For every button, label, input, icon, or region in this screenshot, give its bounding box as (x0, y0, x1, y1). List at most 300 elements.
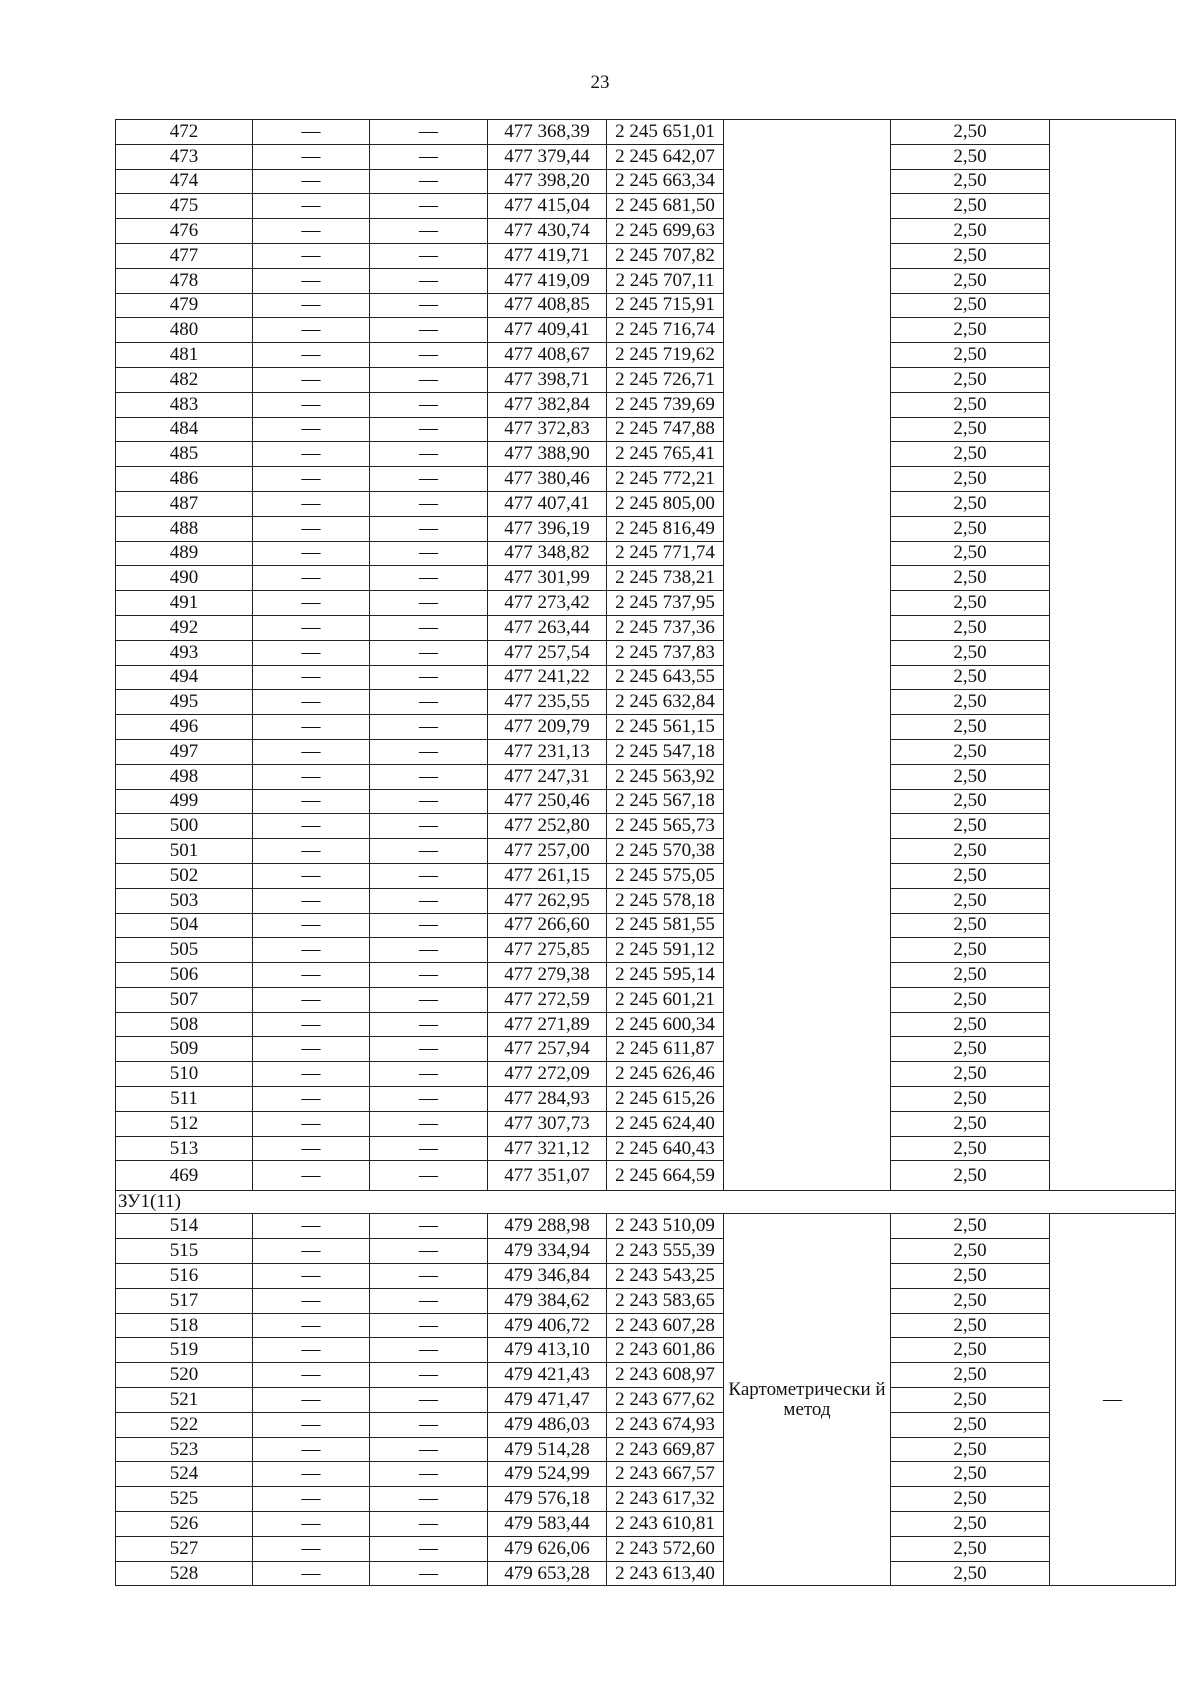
table-row (116, 1111, 1176, 1136)
accuracy-cell: 2,50 (891, 715, 1050, 740)
empty-value-cell: — (370, 1536, 488, 1561)
accuracy-cell: 2,50 (891, 243, 1050, 268)
table-row (116, 1288, 1176, 1313)
x-coordinate-cell: 477 388,90 (488, 442, 607, 467)
y-coordinate-cell: 2 245 719,62 (607, 343, 724, 368)
x-coordinate-cell: 479 626,06 (488, 1536, 607, 1561)
empty-value-cell: — (253, 1487, 370, 1512)
empty-value-cell: — (253, 789, 370, 814)
accuracy-cell: 2,50 (891, 442, 1050, 467)
accuracy-cell: 2,50 (891, 591, 1050, 616)
empty-value-cell: — (253, 491, 370, 516)
empty-value-cell: — (370, 293, 488, 318)
x-coordinate-cell: 477 263,44 (488, 615, 607, 640)
empty-value-cell: — (253, 1412, 370, 1437)
table-row (116, 1062, 1176, 1087)
point-number-cell: 525 (116, 1487, 253, 1512)
empty-value-cell: — (370, 144, 488, 169)
empty-value-cell: — (253, 913, 370, 938)
x-coordinate-cell: 477 252,80 (488, 814, 607, 839)
y-coordinate-cell: 2 245 601,21 (607, 987, 724, 1012)
empty-value-cell: — (253, 541, 370, 566)
table-row (116, 1363, 1176, 1388)
point-number-cell: 523 (116, 1437, 253, 1462)
table-row (116, 1012, 1176, 1037)
empty-value-cell: — (370, 367, 488, 392)
point-number-cell: 526 (116, 1512, 253, 1537)
x-coordinate-cell: 479 583,44 (488, 1512, 607, 1537)
y-coordinate-cell: 2 243 669,87 (607, 1437, 724, 1462)
x-coordinate-cell: 477 396,19 (488, 516, 607, 541)
table-row (116, 938, 1176, 963)
point-number-cell: 481 (116, 343, 253, 368)
x-coordinate-cell: 477 261,15 (488, 863, 607, 888)
table-row (116, 715, 1176, 740)
accuracy-cell: 2,50 (891, 1462, 1050, 1487)
x-coordinate-cell: 479 421,43 (488, 1363, 607, 1388)
x-coordinate-cell: 477 271,89 (488, 1012, 607, 1037)
y-coordinate-cell: 2 245 547,18 (607, 739, 724, 764)
accuracy-cell: 2,50 (891, 467, 1050, 492)
point-number-cell: 510 (116, 1062, 253, 1087)
accuracy-cell: 2,50 (891, 1512, 1050, 1537)
point-number-cell: 516 (116, 1264, 253, 1289)
y-coordinate-cell: 2 245 640,43 (607, 1136, 724, 1161)
accuracy-cell: 2,50 (891, 1087, 1050, 1112)
x-coordinate-cell: 477 348,82 (488, 541, 607, 566)
table-row (116, 1536, 1176, 1561)
y-coordinate-cell: 2 245 643,55 (607, 665, 724, 690)
accuracy-cell: 2,50 (891, 913, 1050, 938)
empty-value-cell: — (253, 392, 370, 417)
table-row (116, 367, 1176, 392)
x-coordinate-cell: 477 257,94 (488, 1037, 607, 1062)
table-row (116, 1037, 1176, 1062)
point-number-cell: 528 (116, 1561, 253, 1586)
accuracy-cell: 2,50 (891, 615, 1050, 640)
coordinates-table-body (116, 120, 1176, 1586)
table-row (116, 1239, 1176, 1264)
y-coordinate-cell: 2 245 626,46 (607, 1062, 724, 1087)
x-coordinate-cell: 479 413,10 (488, 1338, 607, 1363)
empty-value-cell: — (253, 318, 370, 343)
y-coordinate-cell: 2 245 737,36 (607, 615, 724, 640)
table-row (116, 690, 1176, 715)
note-cell: — (1050, 1214, 1176, 1586)
table-row (116, 318, 1176, 343)
coordinates-table (115, 119, 1176, 1586)
x-coordinate-cell: 479 524,99 (488, 1462, 607, 1487)
empty-value-cell: — (253, 591, 370, 616)
point-number-cell: 527 (116, 1536, 253, 1561)
empty-value-cell: — (253, 1363, 370, 1388)
accuracy-cell: 2,50 (891, 1037, 1050, 1062)
table-row (116, 243, 1176, 268)
page-number: 23 (590, 72, 610, 93)
empty-value-cell: — (253, 343, 370, 368)
accuracy-cell: 2,50 (891, 219, 1050, 244)
accuracy-cell: 2,50 (891, 491, 1050, 516)
y-coordinate-cell: 2 245 567,18 (607, 789, 724, 814)
empty-value-cell: — (253, 1214, 370, 1239)
empty-value-cell: — (370, 814, 488, 839)
empty-value-cell: — (253, 1388, 370, 1413)
table-row (116, 343, 1176, 368)
y-coordinate-cell: 2 243 613,40 (607, 1561, 724, 1586)
x-coordinate-cell: 477 307,73 (488, 1111, 607, 1136)
y-coordinate-cell: 2 245 726,71 (607, 367, 724, 392)
accuracy-cell: 2,50 (891, 343, 1050, 368)
y-coordinate-cell: 2 245 663,34 (607, 169, 724, 194)
x-coordinate-cell: 477 419,09 (488, 268, 607, 293)
table-row (116, 1388, 1176, 1413)
y-coordinate-cell: 2 245 715,91 (607, 293, 724, 318)
x-coordinate-cell: 477 408,85 (488, 293, 607, 318)
y-coordinate-cell: 2 245 716,74 (607, 318, 724, 343)
x-coordinate-cell: 477 407,41 (488, 491, 607, 516)
empty-value-cell: — (370, 963, 488, 988)
empty-value-cell: — (370, 1288, 488, 1313)
x-coordinate-cell: 477 379,44 (488, 144, 607, 169)
y-coordinate-cell: 2 245 561,15 (607, 715, 724, 740)
point-number-cell: 490 (116, 566, 253, 591)
method-cell (724, 120, 891, 1191)
y-coordinate-cell: 2 245 771,74 (607, 541, 724, 566)
x-coordinate-cell: 477 351,07 (488, 1161, 607, 1191)
accuracy-cell: 2,50 (891, 963, 1050, 988)
empty-value-cell: — (370, 1363, 488, 1388)
y-coordinate-cell: 2 245 651,01 (607, 120, 724, 145)
table-row (116, 491, 1176, 516)
table-row (116, 219, 1176, 244)
accuracy-cell: 2,50 (891, 417, 1050, 442)
x-coordinate-cell: 477 279,38 (488, 963, 607, 988)
empty-value-cell: — (253, 1087, 370, 1112)
empty-value-cell: — (253, 367, 370, 392)
table-row (116, 268, 1176, 293)
empty-value-cell: — (370, 516, 488, 541)
accuracy-cell: 2,50 (891, 1012, 1050, 1037)
empty-value-cell: — (370, 938, 488, 963)
x-coordinate-cell: 477 272,09 (488, 1062, 607, 1087)
empty-value-cell: — (253, 1012, 370, 1037)
table-row (116, 1512, 1176, 1537)
x-coordinate-cell: 479 653,28 (488, 1561, 607, 1586)
y-coordinate-cell: 2 245 765,41 (607, 442, 724, 467)
empty-value-cell: — (370, 194, 488, 219)
y-coordinate-cell: 2 243 555,39 (607, 1239, 724, 1264)
y-coordinate-cell: 2 243 583,65 (607, 1288, 724, 1313)
empty-value-cell: — (253, 293, 370, 318)
table-row (116, 1437, 1176, 1462)
empty-value-cell: — (370, 1412, 488, 1437)
y-coordinate-cell: 2 245 737,95 (607, 591, 724, 616)
empty-value-cell: — (253, 1437, 370, 1462)
accuracy-cell: 2,50 (891, 1536, 1050, 1561)
table-row (116, 888, 1176, 913)
empty-value-cell: — (370, 987, 488, 1012)
empty-value-cell: — (370, 690, 488, 715)
empty-value-cell: — (253, 987, 370, 1012)
table-row (116, 591, 1176, 616)
point-number-cell: 476 (116, 219, 253, 244)
section-row (116, 1191, 1176, 1214)
y-coordinate-cell: 2 243 667,57 (607, 1462, 724, 1487)
accuracy-cell: 2,50 (891, 1288, 1050, 1313)
table-row (116, 541, 1176, 566)
point-number-cell: 497 (116, 739, 253, 764)
table-row (116, 194, 1176, 219)
accuracy-cell: 2,50 (891, 541, 1050, 566)
table-row (116, 1264, 1176, 1289)
empty-value-cell: — (370, 219, 488, 244)
x-coordinate-cell: 477 257,54 (488, 640, 607, 665)
point-number-cell: 503 (116, 888, 253, 913)
accuracy-cell: 2,50 (891, 318, 1050, 343)
empty-value-cell: — (370, 318, 488, 343)
point-number-cell: 491 (116, 591, 253, 616)
empty-value-cell: — (370, 1437, 488, 1462)
accuracy-cell: 2,50 (891, 1239, 1050, 1264)
empty-value-cell: — (253, 764, 370, 789)
point-number-cell: 488 (116, 516, 253, 541)
empty-value-cell: — (253, 1288, 370, 1313)
y-coordinate-cell: 2 245 600,34 (607, 1012, 724, 1037)
empty-value-cell: — (370, 120, 488, 145)
x-coordinate-cell: 477 368,39 (488, 120, 607, 145)
accuracy-cell: 2,50 (891, 1561, 1050, 1586)
x-coordinate-cell: 479 514,28 (488, 1437, 607, 1462)
accuracy-cell: 2,50 (891, 268, 1050, 293)
empty-value-cell: — (253, 1561, 370, 1586)
empty-value-cell: — (253, 888, 370, 913)
table-row (116, 144, 1176, 169)
point-number-cell: 502 (116, 863, 253, 888)
empty-value-cell: — (370, 1462, 488, 1487)
empty-value-cell: — (370, 839, 488, 864)
y-coordinate-cell: 2 243 677,62 (607, 1388, 724, 1413)
empty-value-cell: — (370, 169, 488, 194)
empty-value-cell: — (253, 715, 370, 740)
x-coordinate-cell: 479 406,72 (488, 1313, 607, 1338)
x-coordinate-cell: 479 288,98 (488, 1214, 607, 1239)
table-row (116, 1561, 1176, 1586)
table-row (116, 963, 1176, 988)
point-number-cell: 480 (116, 318, 253, 343)
empty-value-cell: — (253, 1313, 370, 1338)
x-coordinate-cell: 479 486,03 (488, 1412, 607, 1437)
y-coordinate-cell: 2 245 805,00 (607, 491, 724, 516)
accuracy-cell: 2,50 (891, 169, 1050, 194)
empty-value-cell: — (253, 665, 370, 690)
y-coordinate-cell: 2 245 747,88 (607, 417, 724, 442)
point-number-cell: 512 (116, 1111, 253, 1136)
empty-value-cell: — (253, 1239, 370, 1264)
x-coordinate-cell: 477 398,20 (488, 169, 607, 194)
empty-value-cell: — (370, 1487, 488, 1512)
table-row (116, 764, 1176, 789)
x-coordinate-cell: 477 266,60 (488, 913, 607, 938)
empty-value-cell: — (253, 566, 370, 591)
point-number-cell: 511 (116, 1087, 253, 1112)
point-number-cell: 501 (116, 839, 253, 864)
accuracy-cell: 2,50 (891, 392, 1050, 417)
point-number-cell: 473 (116, 144, 253, 169)
empty-value-cell: — (370, 243, 488, 268)
empty-value-cell: — (370, 615, 488, 640)
x-coordinate-cell: 477 398,71 (488, 367, 607, 392)
table-row (116, 467, 1176, 492)
y-coordinate-cell: 2 245 570,38 (607, 839, 724, 864)
empty-value-cell: — (370, 268, 488, 293)
x-coordinate-cell: 479 576,18 (488, 1487, 607, 1512)
table-row (116, 1087, 1176, 1112)
y-coordinate-cell: 2 245 737,83 (607, 640, 724, 665)
x-coordinate-cell: 477 380,46 (488, 467, 607, 492)
y-coordinate-cell: 2 245 699,63 (607, 219, 724, 244)
accuracy-cell: 2,50 (891, 1111, 1050, 1136)
empty-value-cell: — (253, 268, 370, 293)
point-number-cell: 505 (116, 938, 253, 963)
empty-value-cell: — (253, 516, 370, 541)
y-coordinate-cell: 2 245 578,18 (607, 888, 724, 913)
y-coordinate-cell: 2 245 707,82 (607, 243, 724, 268)
empty-value-cell: — (370, 1338, 488, 1363)
x-coordinate-cell: 477 415,04 (488, 194, 607, 219)
point-number-cell: 522 (116, 1412, 253, 1437)
y-coordinate-cell: 2 243 543,25 (607, 1264, 724, 1289)
point-number-cell: 483 (116, 392, 253, 417)
empty-value-cell: — (253, 1462, 370, 1487)
point-number-cell: 477 (116, 243, 253, 268)
point-number-cell: 482 (116, 367, 253, 392)
accuracy-cell: 2,50 (891, 739, 1050, 764)
point-number-cell: 485 (116, 442, 253, 467)
y-coordinate-cell: 2 245 624,40 (607, 1111, 724, 1136)
x-coordinate-cell: 477 419,71 (488, 243, 607, 268)
point-number-cell: 478 (116, 268, 253, 293)
table-row (116, 293, 1176, 318)
table-row (116, 739, 1176, 764)
y-coordinate-cell: 2 245 591,12 (607, 938, 724, 963)
point-number-cell: 475 (116, 194, 253, 219)
accuracy-cell: 2,50 (891, 144, 1050, 169)
empty-value-cell: — (370, 665, 488, 690)
table-row (116, 665, 1176, 690)
empty-value-cell: — (253, 442, 370, 467)
empty-value-cell: — (253, 814, 370, 839)
accuracy-cell: 2,50 (891, 888, 1050, 913)
empty-value-cell: — (370, 1111, 488, 1136)
empty-value-cell: — (370, 1313, 488, 1338)
x-coordinate-cell: 477 235,55 (488, 690, 607, 715)
empty-value-cell: — (370, 1512, 488, 1537)
accuracy-cell: 2,50 (891, 1487, 1050, 1512)
point-number-cell: 519 (116, 1338, 253, 1363)
accuracy-cell: 2,50 (891, 1437, 1050, 1462)
x-coordinate-cell: 477 301,99 (488, 566, 607, 591)
x-coordinate-cell: 477 257,00 (488, 839, 607, 864)
point-number-cell: 514 (116, 1214, 253, 1239)
empty-value-cell: — (370, 1264, 488, 1289)
empty-value-cell: — (370, 1037, 488, 1062)
empty-value-cell: — (253, 1037, 370, 1062)
x-coordinate-cell: 477 408,67 (488, 343, 607, 368)
accuracy-cell: 2,50 (891, 839, 1050, 864)
empty-value-cell: — (253, 963, 370, 988)
point-number-cell: 472 (116, 120, 253, 145)
accuracy-cell: 2,50 (891, 1313, 1050, 1338)
empty-value-cell: — (253, 1111, 370, 1136)
point-number-cell: 493 (116, 640, 253, 665)
y-coordinate-cell: 2 245 611,87 (607, 1037, 724, 1062)
y-coordinate-cell: 2 245 681,50 (607, 194, 724, 219)
accuracy-cell: 2,50 (891, 516, 1050, 541)
table-row (116, 1487, 1176, 1512)
y-coordinate-cell: 2 243 617,32 (607, 1487, 724, 1512)
x-coordinate-cell: 479 471,47 (488, 1388, 607, 1413)
empty-value-cell: — (370, 1012, 488, 1037)
point-number-cell: 486 (116, 467, 253, 492)
point-number-cell: 495 (116, 690, 253, 715)
table-row (116, 1313, 1176, 1338)
empty-value-cell: — (253, 243, 370, 268)
y-coordinate-cell: 2 245 563,92 (607, 764, 724, 789)
empty-value-cell: — (370, 442, 488, 467)
table-row (116, 392, 1176, 417)
empty-value-cell: — (370, 1161, 488, 1191)
empty-value-cell: — (370, 1388, 488, 1413)
point-number-cell: 513 (116, 1136, 253, 1161)
section-label: ЗУ1(11) (116, 1191, 1176, 1214)
y-coordinate-cell: 2 243 674,93 (607, 1412, 724, 1437)
x-coordinate-cell: 479 384,62 (488, 1288, 607, 1313)
empty-value-cell: — (253, 1512, 370, 1537)
y-coordinate-cell: 2 245 595,14 (607, 963, 724, 988)
empty-value-cell: — (370, 640, 488, 665)
point-number-cell: 492 (116, 615, 253, 640)
point-number-cell: 496 (116, 715, 253, 740)
empty-value-cell: — (370, 1561, 488, 1586)
y-coordinate-cell: 2 245 739,69 (607, 392, 724, 417)
empty-value-cell: — (253, 1161, 370, 1191)
y-coordinate-cell: 2 245 581,55 (607, 913, 724, 938)
accuracy-cell: 2,50 (891, 764, 1050, 789)
table-row (116, 566, 1176, 591)
y-coordinate-cell: 2 245 575,05 (607, 863, 724, 888)
point-number-cell: 515 (116, 1239, 253, 1264)
accuracy-cell: 2,50 (891, 293, 1050, 318)
empty-value-cell: — (253, 1536, 370, 1561)
x-coordinate-cell: 477 409,41 (488, 318, 607, 343)
y-coordinate-cell: 2 243 510,09 (607, 1214, 724, 1239)
method-cell: Картометрически й метод (724, 1214, 891, 1586)
empty-value-cell: — (370, 1087, 488, 1112)
accuracy-cell: 2,50 (891, 1412, 1050, 1437)
point-number-cell: 469 (116, 1161, 253, 1191)
x-coordinate-cell: 477 273,42 (488, 591, 607, 616)
empty-value-cell: — (253, 417, 370, 442)
x-coordinate-cell: 477 250,46 (488, 789, 607, 814)
y-coordinate-cell: 2 243 610,81 (607, 1512, 724, 1537)
table-row (116, 814, 1176, 839)
table-row (116, 1462, 1176, 1487)
accuracy-cell: 2,50 (891, 938, 1050, 963)
empty-value-cell: — (370, 467, 488, 492)
table-row (116, 1338, 1176, 1363)
point-number-cell: 494 (116, 665, 253, 690)
empty-value-cell: — (253, 615, 370, 640)
